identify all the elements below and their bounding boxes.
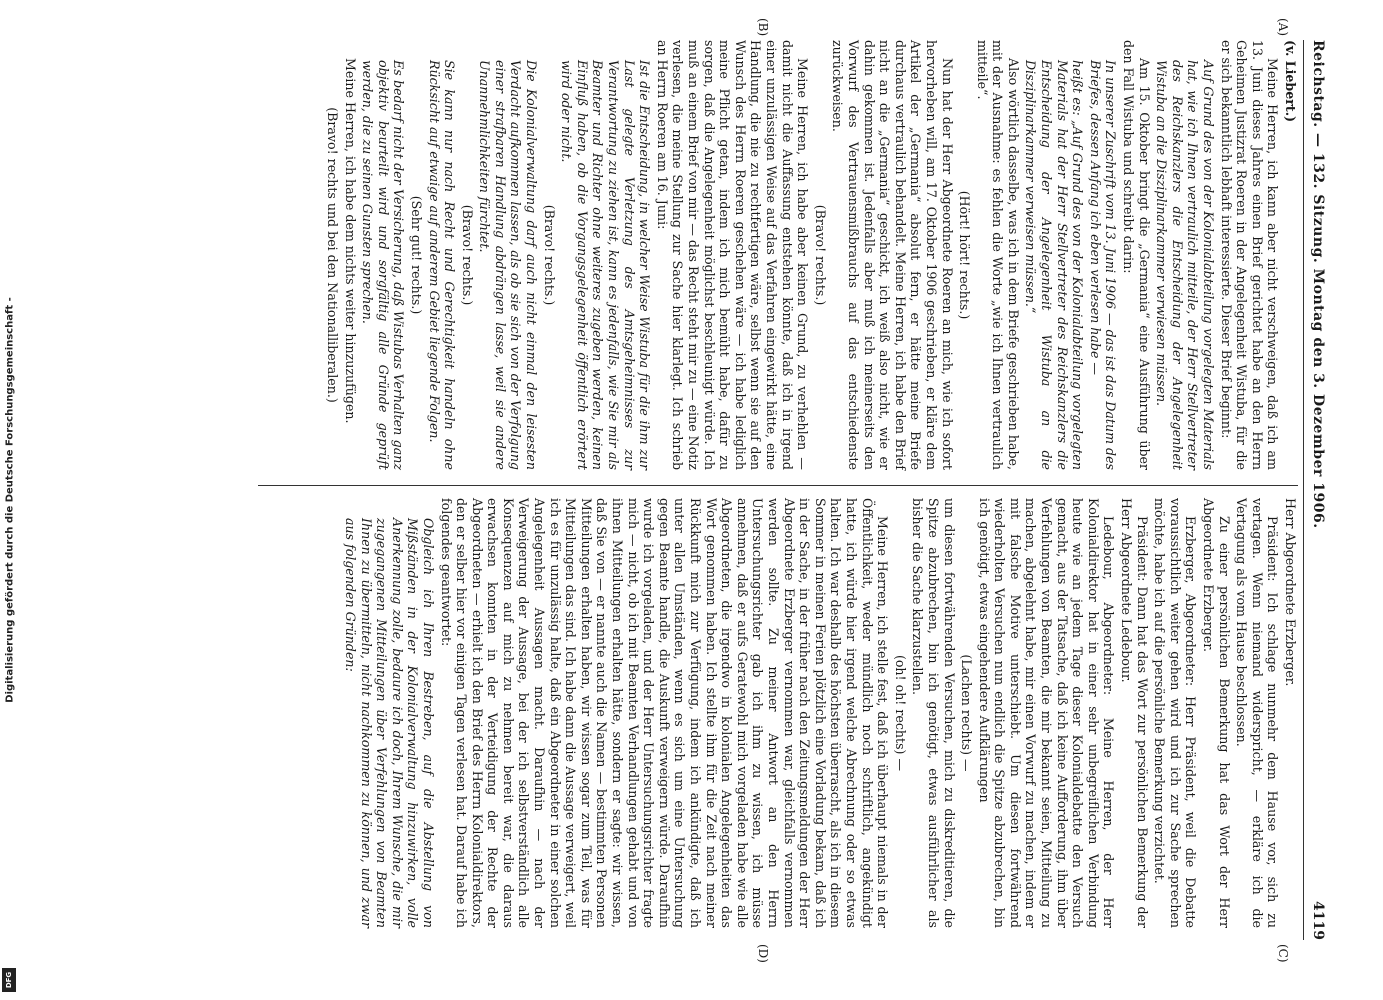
right-column-paragraph: (Lachen rechts) —: [959, 654, 975, 772]
margin-marker-c: (C): [1276, 944, 1290, 963]
right-column-paragraph: Herr Abgeordnete Erzberger.: [1283, 498, 1298, 687]
right-column-paragraph: Erzberger, Abgeordneter: Herr Präsident, weil die Debatte voraussichtlich weiter gehen wird und ich zur Sache sprechen möchte, habe ich auf die persönliche Bemerkung verzichtet.: [1152, 498, 1199, 928]
digitization-credit: [0, 0, 20, 1000]
dfg-logo: [2, 968, 16, 992]
left-column-paragraph: (Hört! hört! rechts.): [957, 190, 973, 320]
left-column-paragraph: heißt es: „Auf Grund des von der Kolonialabteilung vorgelegten Materials hat der Herr Stellvertreter des Reichskanzlers die Entscheidung der Angelegenheit Wistuba an die Disziplinarkammer verweisen müssen.“: [1023, 60, 1086, 470]
left-column-paragraph: Am 15. Oktober bringt die „Germania“ eine Ausführung über den Fall Wistuba und schreibt darin:: [1121, 40, 1152, 470]
right-column-paragraph: Zu einer persönlichen Bemerkung hat das Wort der Herr Abgeordnete Erzberger.: [1201, 498, 1232, 928]
right-column: [340, 498, 1298, 928]
right-column-paragraph: Obgleich ich Ihren Bestreben, auf die Abstellung von Mißständen in der Kolonialverwaltung hinzuwirken, volle Anerkennung zolle, bedaure ich doch, Ihrem Wunsche, die mir zugegangenen Mitteilungen über Verfehlungen von Beamten Ihnen zu übermitteln, nicht nachkommen zu können, und zwar aus folgenden Gründen:: [342, 518, 436, 928]
left-column-paragraph: (v. Liebert.): [1283, 40, 1298, 123]
right-column-paragraph: Präsident: Dann hat das Wort zur persönlichen Bemerkung der Herr Abgeordnete Ledebour.: [1119, 498, 1150, 928]
right-column-paragraph: (oh! oh! rechts) —: [892, 654, 908, 772]
left-column-paragraph: (Bravo! rechts und bei den Nationalliberalen.): [324, 107, 340, 403]
left-column-paragraph: Also wörtlich dasselbe, was ich in dem Briefe geschrieben habe, mit der Ausnahme: es fehlen die Worte „wie ich Ihnen vertraulich mitteile“.: [974, 40, 1021, 470]
dfg-logo-text: DFG: [5, 971, 13, 989]
left-column-paragraph: Sie kann nur nach Recht und Gerechtigkeit handeln ohne Rücksicht auf etwaige auf anderem Gebiet liegende Folgen.: [426, 60, 458, 470]
column-divider: [258, 485, 1298, 486]
left-column-paragraph: Nun hat der Herr Abgeordnete Roeren an mich, wie ich sofort hervorheben will, am 17. Oktober 1906 geschrieben, er kläre dem Artikel der „Germania“ absolut fern, er hätte meine Briefe durchaus vertraulich behandelt. Meine Herren, ich habe den Brief nicht an die „Germania“ geschickt, ich weiß also nicht, wie er dahin gekommen ist. Jedenfalls aber muß ich meinerseits den Vorwurf des Vertrauensmißbrauchs auf das entschiedenste zurückweisen.: [830, 40, 955, 470]
left-column-paragraph: Meine Herren, ich habe dem nichts weiter hinzuzufügen.: [342, 58, 358, 424]
left-column: [322, 40, 1298, 470]
right-column-paragraph: Meine Herren, ich stelle fest, daß ich überhaupt niemals in der Öffentlichkeit, weder mündlich noch schriftlich, angekündigt hatte, ich würde hier irgend welche Abrechnung oder so etwas halten. Ich war deshalb des höchsten überrascht, als ich in diesem Sommer in meinen Ferien plötzlich eine Vorladung bekam, daß ich in der Sache, in der früher nach den Zeitungsmeldungen der Herr Abgeordnete Erzberger vernommen war, gleichfalls vernommen werden sollte. Zu meiner Antwort an den Herrn Untersuchungsrichter gab ich ihm zu wissen, ich müsse annehmen, daß er aufs Geratewohl mich vorgeladen habe wie alle Abgeordneten, die irgendwo in kolonialen Angelegenheiten das Wort genommen haben. Ich stellte ihm für die Zeit nach meiner Rückkunft mich zur Verfügung, indem ich ankündigte, daß ich unter allen Umständen, wenn es sich um eine Untersuchung gegen Beamte handle, die Auskunft verweigern würde. Daraufhin wurde ich vorgeladen, und der Herr Untersuchungsrichter fragte mich — nicht, ob ich mit Beamten Verhandlungen gehabt und von ihnen Mitteilungen erhalten hätte, sondern er sagte: wir wissen, daß Sie von — er nannte auch die Namen — bestimmten Personen Mitteilungen erhalten haben, wir wissen sogar zum Teil, was für Mitteilungen das sind. Ich habe dann die Aussage verweigert, weil ich es für unzulässig halte, daß ein Abgeordneter in einer solchen Angelegenheit Aussagen macht. Daraufhin — nach der Verweigerung der Aussage, bei der ich selbstverständlich alle Konsequenzen auf mich zu nehmen bereit war, die daraus erwachsen konnten in der Verteidigung der Rechte der Abgeordneten — erhielt ich den Brief des Herrn Kolonialdirektors, den er selber hier vor einigen Tagen verlesen hat. Darauf habe ich folgendes geantwortet:: [438, 498, 891, 928]
margin-marker-b: (B): [756, 18, 770, 37]
left-column-paragraph: Die Kolonialverwaltung darf auch nicht einmal den leisesten Verdacht aufkommen lassen, als ob sie sich von der Verfolgung einer strafbaren Handlung abdrängen lasse, weil sie andere Unannehmlichkeiten fürchtet.: [477, 60, 540, 470]
credit-text: Digitalisierung gefördert durch die Deutsche Forschungsgemeinschaft -: [4, 297, 16, 703]
left-column-paragraph: Meine Herren, ich habe aber keinen Grund, zu verhehlen — damit nicht die Auffassung entstehen könnte, daß ich in irgend einer unzulässigen Weise auf das Verfahren eingewirkt hätte, eine Handlung, die nie zu rechtfertigen wäre, selbst wenn sie auf den Wunsch des Herrn Roeren geschehen wäre — ich habe lediglich meine Pflicht getan, indem ich mich bemüht habe, dafür zu sorgen, daß die Angelegenheit möglichst beschleunigt würde. Ich muß an einem Brief von mir — das Recht steht mir zu — eine Notiz verlesen, die meine Stellung zur Sache hier klarlegt. Ich schrieb an Herrn Roeren am 16. Juni:: [654, 40, 811, 470]
left-column-paragraph: In unserer Zuschrift vom 13. Juni 1906 — das ist das Datum des Briefes, dessen Anfang ich eben verlesen habe —: [1087, 60, 1119, 470]
left-column-paragraph: Meine Herren, ich kann aber nicht verschweigen, daß ich am 13. Juni dieses Jahres einen Brief gerichtet habe an den Herrn Geheimen Justizrat Roeren in der Angelegenheit Wistuba, für die er sich bekanntlich lebhaft interessierte. Dieser Brief beginnt:: [1218, 40, 1281, 470]
header-title: Reichstag. — 132. Sitzung. Montag den 3. Dezember 1906.: [1309, 40, 1326, 529]
page-number: 4119: [1309, 901, 1326, 940]
right-column-paragraph: Präsident: Ich schlage nunmehr dem Hause vor, sich zu vertagen. Wenn niemand widerspricht, — erkläre ich die Vertagung als vom Hause beschlossen.: [1234, 498, 1281, 928]
left-column-paragraph: Auf Grund des von der Kolonialabteilung vorgelegten Materials hat, wie ich Ihnen vertraulich mitteile, der Herr Stellvertreter des Reichskanzlers die Entscheidung der Angelegenheit Wistuba an die Disziplinarkammer verwiesen müssen.: [1154, 60, 1217, 470]
left-column-paragraph: Es bedarf nicht der Versicherung, daß Wistubas Verhalten ganz objektiv beurteilt wird und sorgfältig alle Gründe geprüft werden, die zu seinen Gunsten sprechen.: [360, 60, 407, 470]
left-column-paragraph: (Bravo! rechts.): [459, 204, 475, 306]
rotated-page: [80, 18, 1330, 963]
left-column-paragraph: (Sehr gut! rechts.): [408, 195, 424, 315]
right-column-paragraph: Ledebour, Abgeordneter: Meine Herren, der Herr Kolonialdirektor hat in einer sehr unbegreiflichen Verbindung heute wie an jedem Tage dieser Kolonialdebatte den Versuch gemacht, aus der Tatsache, daß ich keine Aufforderung, ihm über Verfehlungen von Beamten, die mir bekannt seien, Mitteilung zu machen, abgelehnt habe, mir einen Vorwurf zu machen, indem er mit falsche Motive unterschiebt. Um diesen fortwährend wiederholten Versuchen nun endlich die Spitze abzubrechen, bin ich genötigt, etwas eingehendere Aufklärungen: [976, 498, 1117, 928]
margin-marker-d: (D): [756, 944, 770, 963]
page-header: [1303, 40, 1330, 940]
margin-marker-a: (A): [1276, 18, 1290, 37]
left-column-paragraph: Ist die Entscheidung, in welcher Weise Wistuba für die ihm zur Last gelegte Verletzung des Amtsgeheimnisses zur Verantwortung zu ziehen ist, kann es jedenfalls, wie Sie mir als Beamter und Richter ohne weiteres zugeben werden, keinen Einfluß haben, ob die Vorgangsgelegenheit öffentlich erörtert wird oder nicht.: [559, 60, 653, 470]
left-column-paragraph: (Bravo! rechts.): [812, 204, 828, 306]
left-column-paragraph: (Bravo! rechts.): [541, 204, 557, 306]
right-column-paragraph: um diesen fortwährenden Versuchen, mich zu diskreditieren, die Spitze abzubrechen, bin ich genötigt, etwas ausführlicher als bisher die Sache klarzustellen.: [910, 498, 957, 928]
